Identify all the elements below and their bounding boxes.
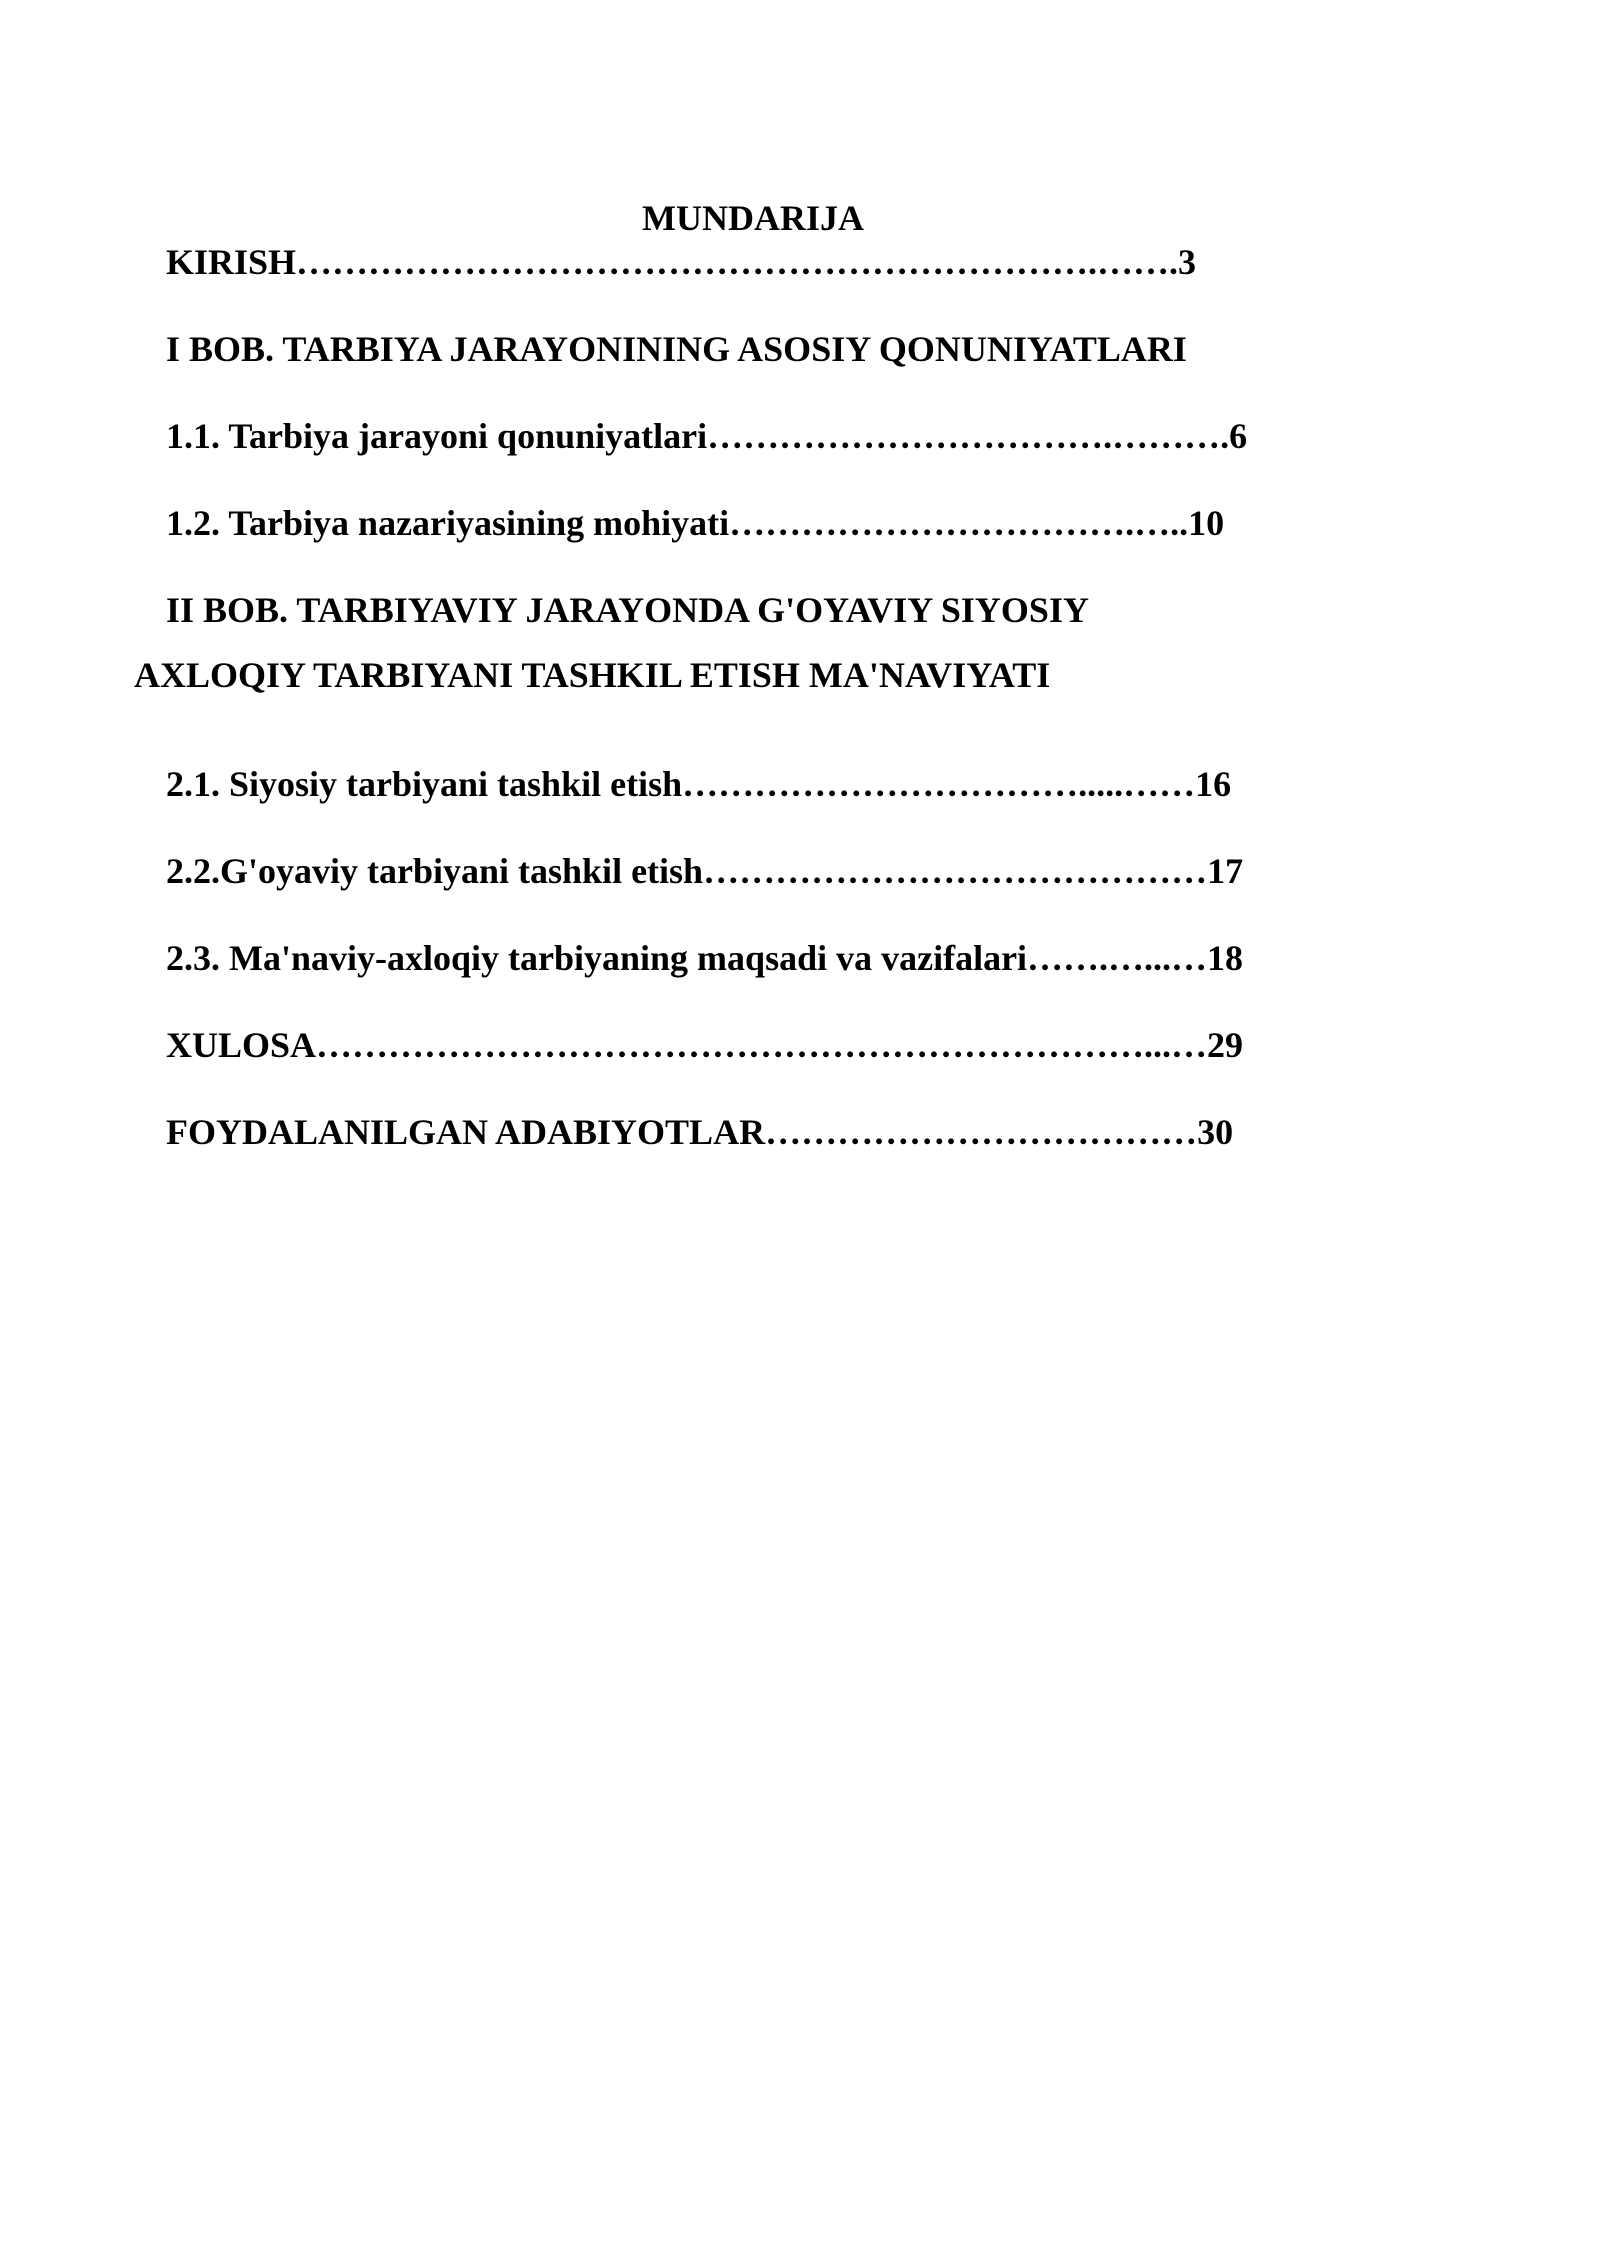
toc-chapter-2-heading-line-2: AXLOQIY TARBIYANI TASHKIL ETISH MA'NAVIYATI [134, 655, 1051, 695]
toc-entry-xulosa: XULOSA……………………………………………………………...…29 [166, 1025, 1244, 1065]
toc-entry-kirish: KIRISH………………………………………………………….…….3 [166, 242, 1197, 282]
toc-entry-foydalanilgan-adabiyotlar: FOYDALANILGAN ADABIYOTLAR………………………………30 [166, 1112, 1234, 1152]
toc-entry-1-1: 1.1. Tarbiya jarayoni qonuniyatlari…………………………….……….6 [166, 416, 1248, 456]
toc-entry-2-1: 2.1. Siyosiy tarbiyani tashkil etish…………………………….....……16 [166, 764, 1232, 804]
toc-entry-1-2: 1.2. Tarbiya nazariyasining mohiyati…………………………….…..10 [166, 503, 1225, 543]
toc-chapter-1-heading: I BOB. TARBIYA JARAYONINING ASOSIY QONUNIYATLARI [166, 329, 1187, 369]
toc-entry-2-3: 2.3. Ma'naviy-axloqiy tarbiyaning maqsadi va vazifalari…….…...…18 [166, 938, 1244, 978]
document-title: MUNDARIJA [642, 198, 864, 238]
toc-entry-2-2: 2.2.G'oyaviy tarbiyani tashkil etish……………………………………17 [166, 851, 1244, 891]
toc-chapter-2-heading-line-1: II BOB. TARBIYAVIY JARAYONDA G'OYAVIY SIYOSIY [166, 590, 1089, 630]
